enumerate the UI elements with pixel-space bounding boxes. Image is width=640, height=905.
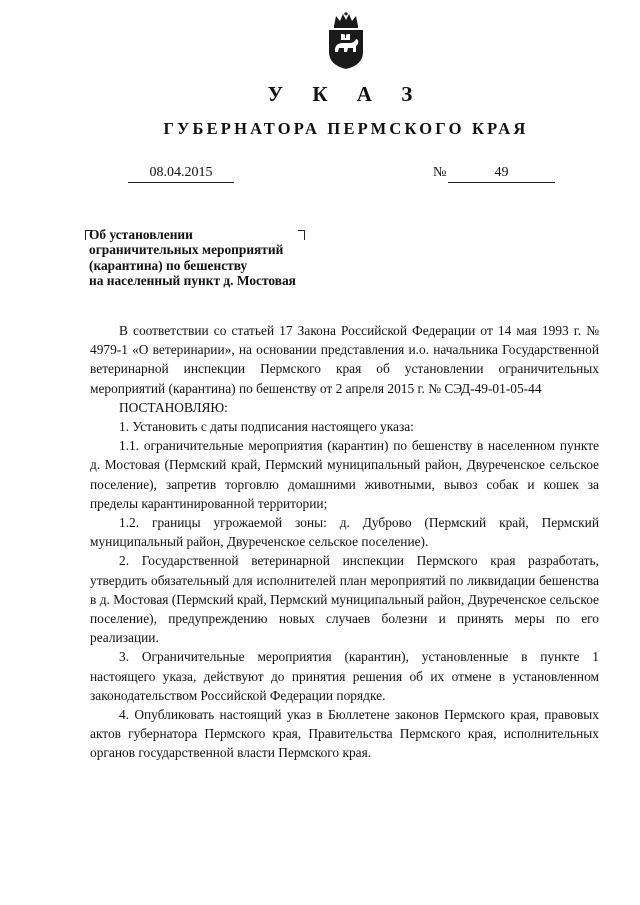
coat-of-arms-icon (326, 12, 366, 70)
subject-block (89, 227, 329, 288)
subject-line: (карантина) по бешенству (89, 257, 248, 273)
resolution-keyword: ПОСТАНОВЛЯЮ: (119, 399, 228, 415)
clause-1: 1. Установить с даты подписания настоящего указа: (119, 419, 414, 435)
issuer-title: ГУБЕРНАТОРА ПЕРМСКОГО КРАЯ (163, 119, 529, 138)
clause-2: 2. Государственной ветеринарной инспекции Пермского края разработать, утвердить обязательный для исполнителей план мероприятий по ликвидации бешенства в д. Мостовая (Пермский край, Пермский муниципальный район, Двуреченское сельское поселение), предупреждению новых случаев болезни и принять меры по его реализации. (90, 553, 599, 646)
subject-line: на населенный пункт д. Мостовая (89, 272, 296, 288)
subject-line: Об установлении (89, 227, 193, 242)
clause-3: 3. Ограничительные мероприятия (карантин), установленные в пункте 1 настоящего указа, действуют до принятия решения об их отмене в установленном законодательством Российской Федерации порядке. (90, 649, 599, 703)
document-body (90, 321, 599, 763)
document-date: 08.04.2015 (128, 164, 234, 183)
clause-1-2: 1.2. границы угрожаемой зоны: д. Дуброво (Пермский край, Пермский муниципальный район, Двуреченское сельское поселение). (90, 515, 599, 550)
preamble-paragraph: В соответствии со статьей 17 Закона Российской Федерации от 14 мая 1993 г. № 4979-1 «О ветеринарии», на основании представления и.о. начальника Государственной ветеринарной инспекции Пермского края об установлении ограничительных мероприятий (карантина) по бешенству от 2 апреля 2015 г. № СЭД-49-01-05-44 (90, 323, 599, 396)
clause-1-1: 1.1. ограничительные мероприятия (карантин) по бешенству в населенном пункте д. Мостовая (Пермский край, Пермский муниципальный район, Двуреченское сельское поселение), запретив торговлю домашними животными, вывоз собак и кошек за пределы карантинированной территории; (90, 438, 599, 511)
subject-line: ограничительных мероприятий (89, 242, 284, 258)
clause-4: 4. Опубликовать настоящий указ в Бюллетене законов Пермского края, правовых актов губернатора Пермского края, Правительства Пермского края, исполнительных органов государственной власти Пермского края. (90, 707, 599, 761)
number-label: № (433, 165, 447, 180)
document-number: 49 (448, 164, 555, 183)
document-type-title: У К А З (267, 82, 425, 106)
